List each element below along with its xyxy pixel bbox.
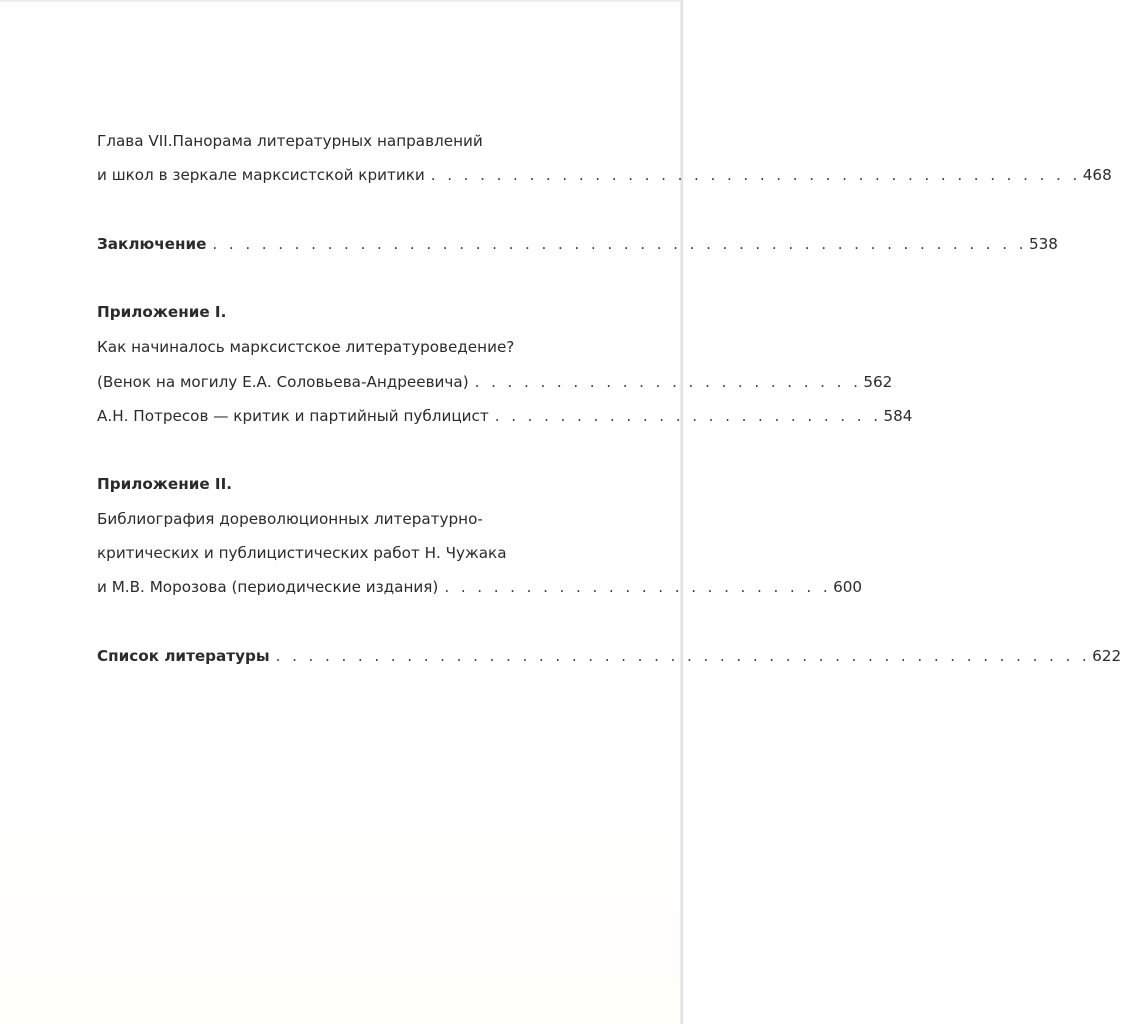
toc-entry-appendix2-heading: [97, 472, 593, 496]
toc-entry-appendix1-item2: [97, 404, 913, 428]
appendix2-item-line3: и М.В. Морозова (периодические издания): [97, 578, 439, 596]
dot-leader: . . . . . . . . . . . . . . . . . . . . . . . . . . . . . . . . . . . . . . . . . . . . . . . . . .: [275, 647, 1091, 665]
dot-leader: . . . . . . . . . . . . . . . . . . . . . . . .: [474, 373, 862, 391]
toc-entry-appendix1-heading: [97, 300, 593, 324]
chapter7-label: Глава VII.: [97, 132, 173, 150]
page-top-edge: [0, 0, 683, 2]
appendix2-item-page-number: 600: [833, 578, 863, 596]
toc-entry-appendix1-item1-line2: [97, 370, 893, 394]
appendix1-label: Приложение I.: [97, 303, 227, 321]
bibliography-label: Список литературы: [97, 647, 270, 665]
chapter7-page-number: 468: [1082, 166, 1112, 184]
dot-leader: . . . . . . . . . . . . . . . . . . . . . . . .: [494, 407, 882, 425]
toc-entry-appendix2-line3: [97, 575, 863, 599]
appendix2-item-line1: Библиография дореволюционных литературно-: [97, 510, 483, 528]
appendix2-label: Приложение II.: [97, 475, 232, 493]
appendix2-item-line2: критических и публицистических работ Н. Чужака: [97, 544, 507, 562]
toc-entry-chapter7-line1: [97, 129, 593, 153]
toc-entry-appendix2-line2: [97, 541, 593, 565]
dot-leader: . . . . . . . . . . . . . . . . . . . . . . . . . . . . . . . . . . . . . . . . . . . . . . . . . .: [212, 235, 1027, 253]
chapter7-title-line2: и школ в зеркале марксистской критики: [97, 166, 425, 184]
chapter7-title-line1: Панорама литературных направлений: [172, 132, 483, 150]
toc-entry-chapter7-line2: [97, 163, 1112, 187]
bibliography-page-number: 622: [1092, 647, 1121, 665]
dot-leader: . . . . . . . . . . . . . . . . . . . . . . . . . . . . . . . . . . . . . . . .: [430, 166, 1081, 184]
conclusion-label: Заключение: [97, 235, 207, 253]
toc-entry-bibliography: [97, 644, 1121, 668]
appendix1-item2: А.Н. Потресов — критик и партийный публицист: [97, 407, 489, 425]
appendix1-item1-line1: Как начиналось марксистское литературоведение?: [97, 338, 515, 356]
conclusion-page-number: 538: [1028, 235, 1058, 253]
page-right-edge: [680, 0, 683, 1024]
appendix1-item1-line2: (Венок на могилу Е.А. Соловьева-Андреевича): [97, 373, 469, 391]
toc-entry-appendix2-line1: [97, 507, 593, 531]
toc-entry-conclusion: [97, 232, 1058, 256]
dot-leader: . . . . . . . . . . . . . . . . . . . . . . . .: [444, 578, 832, 596]
toc-entry-appendix1-item1-line1: [97, 335, 593, 359]
appendix1-item1-page-number: 562: [863, 373, 893, 391]
appendix1-item2-page-number: 584: [883, 407, 913, 425]
